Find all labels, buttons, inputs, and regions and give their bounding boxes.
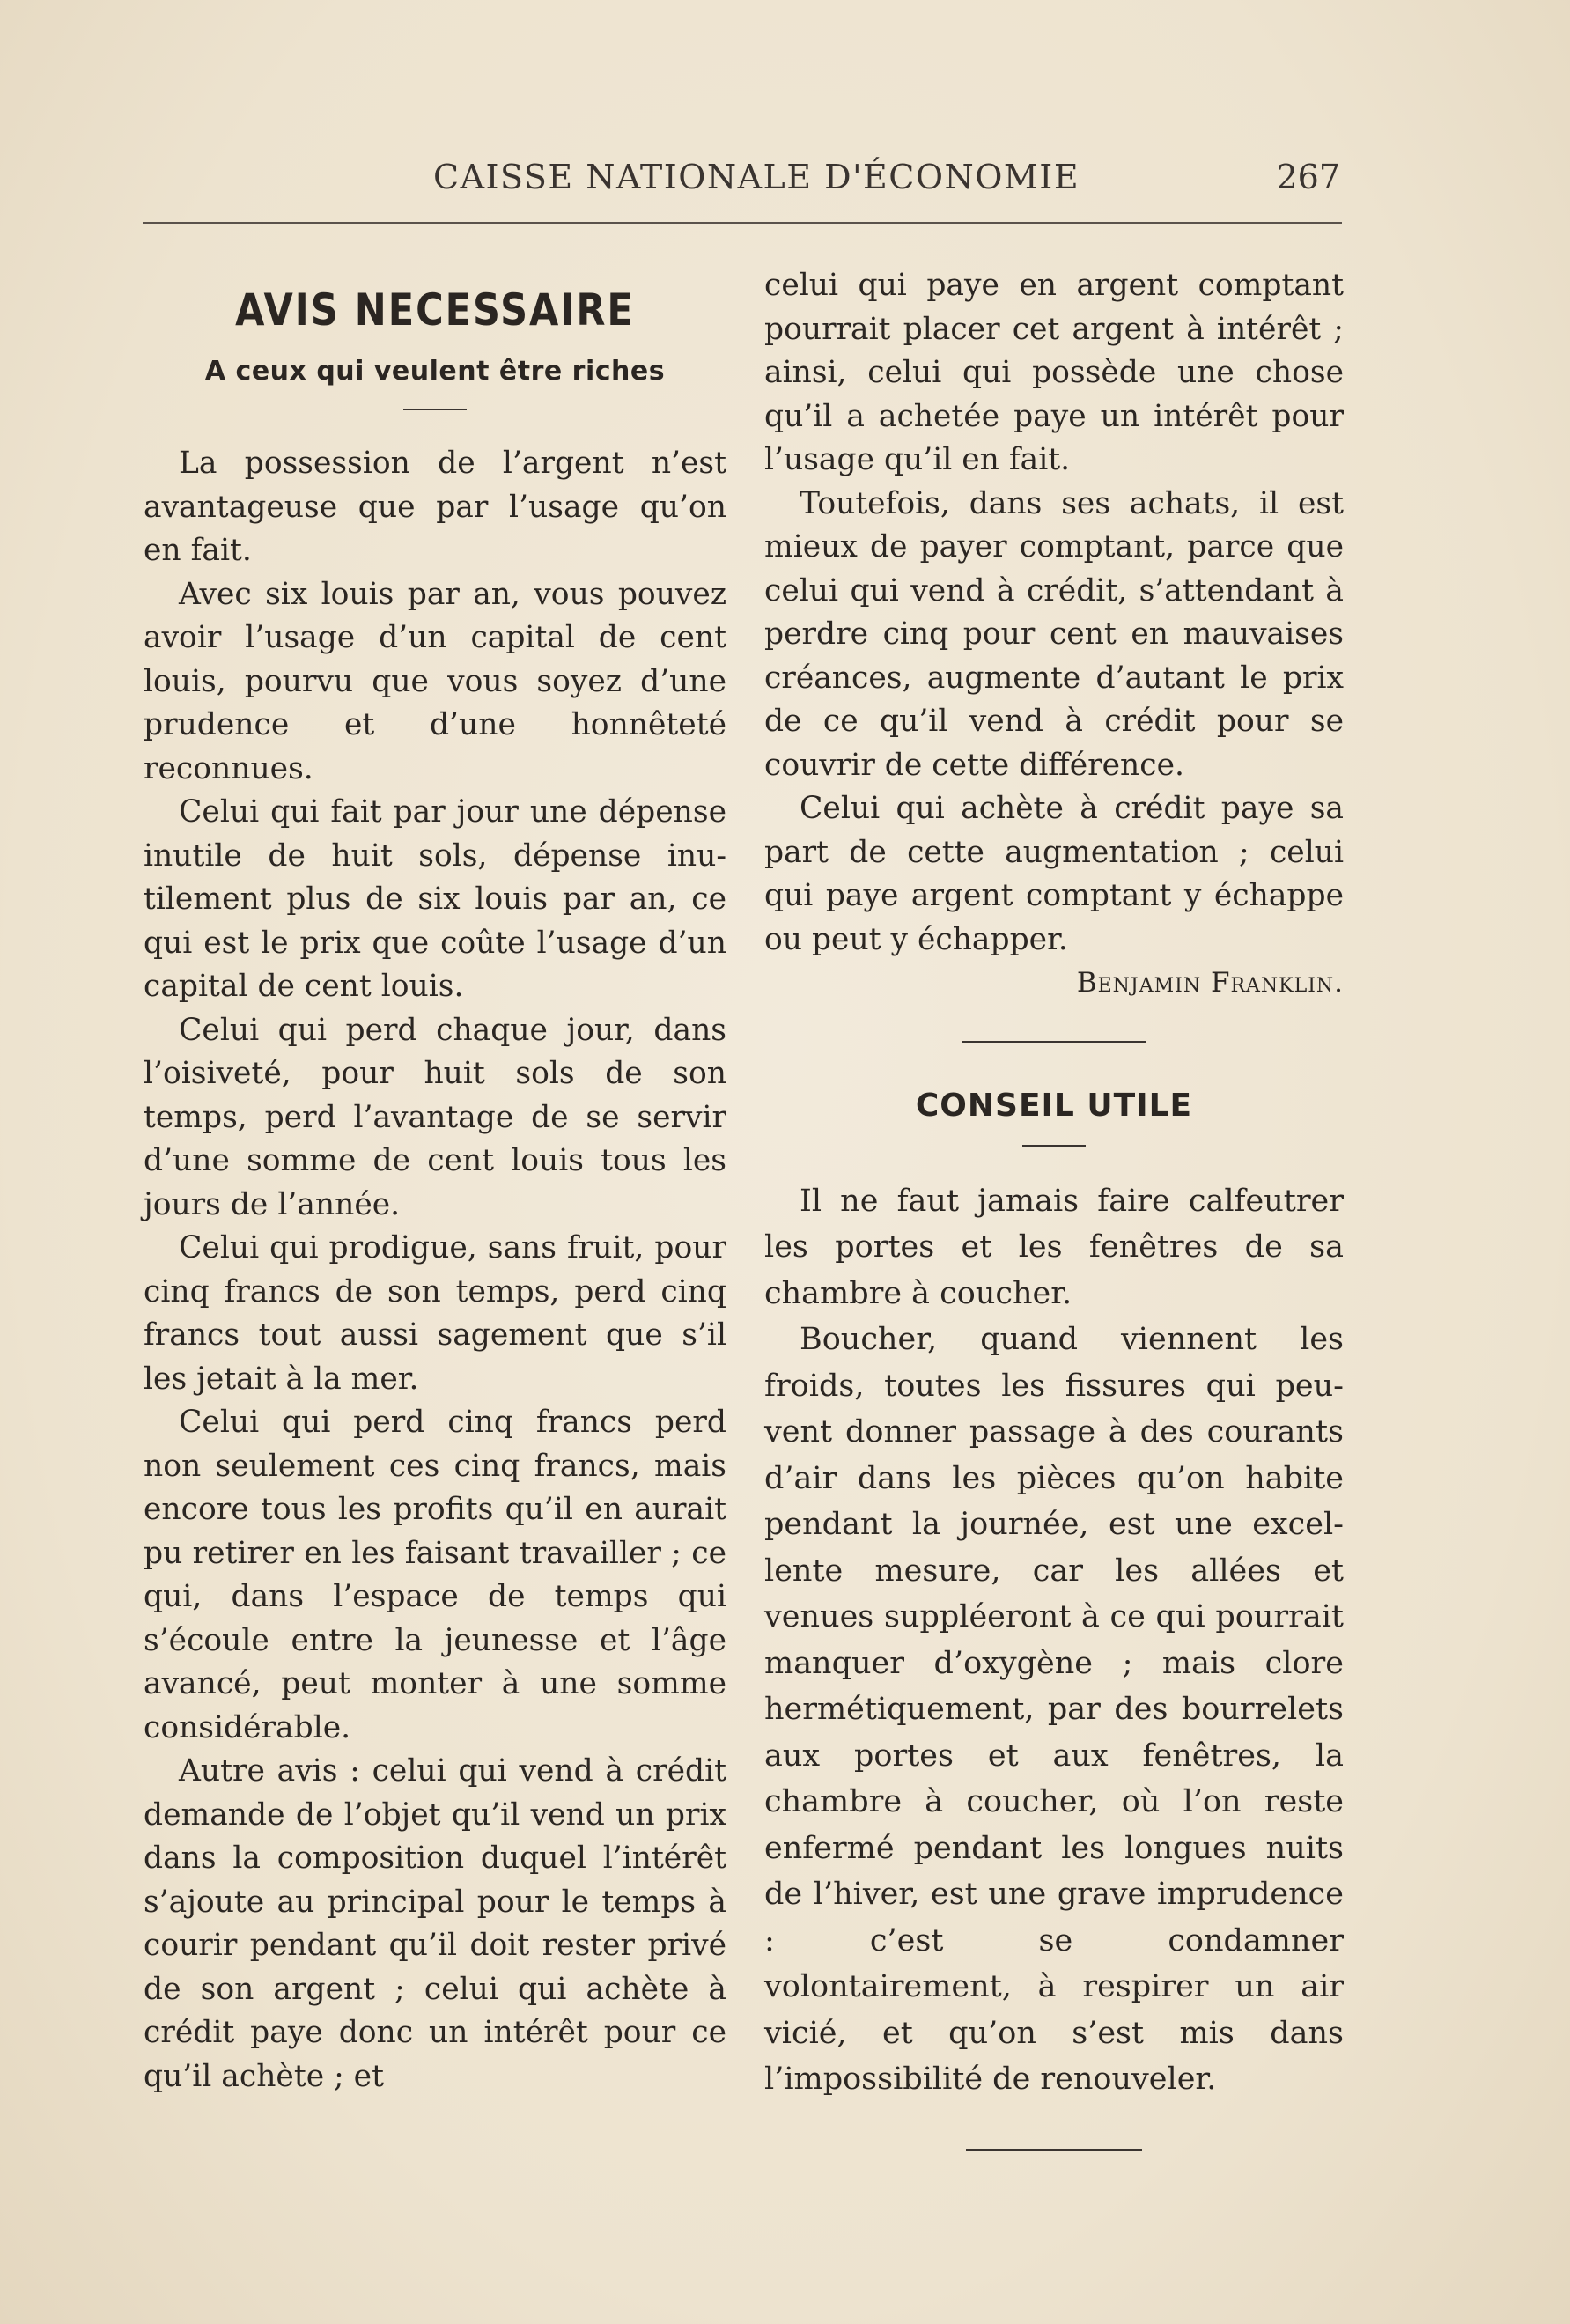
- article-subtitle: A ceux qui veulent être riches: [204, 356, 666, 387]
- paragraph: Celui qui fait par jour une dépense inutile de huit sols, dépense inutilement plus de six louis par an, ce qui est le prix que coûte l’usage d’un capital de cent louis.: [144, 794, 726, 1004]
- paragraph: Avec six louis par an, vous pouvez avoir l’usage d’un capital de cent louis, pourvu que vous soyez d’une prudence et d’une honnêteté reconnues.: [144, 576, 726, 786]
- title-divider: [403, 409, 467, 410]
- right-column: [764, 264, 1344, 2151]
- author-signature: Benjamin Franklin.: [1076, 967, 1344, 999]
- paragraph: Toutefois, dans ses achats, il est mieux de payer comptant, parce que celui qui vend à crédit, s’attendant à perdre cinq pour cent en mauvaises créances, augmente d’autant le prix de ce qu’il vend à crédit pour se couvrir de cette différence.: [764, 485, 1344, 783]
- paragraph: Boucher, quand viennent les froids, toutes les fissures qui peuvent donner passage à des courants d’air dans les pièces qu’on habite pendant la journée, est une excellente mesure, car les allées et venues suppléeront à ce qui pourrait manquer d’oxygène ; mais clore hermétiquement, par des bourrelets aux portes et aux fenêtres, la chambre à coucher, où l’on reste enfermé pendant les longues nuits de l’hiver, est une grave imprudence : c’est se condamner volontairement, à respirer un air vicié, et qu’on s’est mis dans l’impossibilité de renouveler.: [764, 1322, 1344, 2097]
- title-divider: [1022, 1145, 1086, 1147]
- running-title: CAISSE NATIONALE D'ÉCONOMIE: [433, 158, 1080, 196]
- left-column: [144, 264, 726, 2099]
- section-title: CONSEIL UTILE: [915, 1087, 1193, 1124]
- page-number: 267: [1276, 158, 1340, 196]
- end-divider: [966, 2149, 1142, 2151]
- paragraph-continuation: celui qui paye en argent comptant pourrait placer cet argent à intérêt ; ainsi, celui qui possède une chose qu’il a achetée paye un intérêt pour l’usage qu’il en fait.: [764, 268, 1344, 477]
- paragraph: Autre avis : celui qui vend à crédit demande de l’objet qu’il vend un prix dans la composition duquel l’intérêt s’ajoute au principal pour le temps à courir pendant qu’il doit rester privé de son argent ; celui qui achète à crédit paye donc un intérêt pour ce qu’il achète ; et: [144, 1753, 726, 2094]
- paragraph: Celui qui prodigue, sans fruit, pour cinq francs de son temps, perd cinq francs tout aussi sagement que s’il les jetait à la mer.: [144, 1230, 726, 1397]
- paragraph: Celui qui achète à crédit paye sa part de cette augmentation ; celui qui paye argent comptant y échappe ou peut y échapper.: [764, 791, 1344, 957]
- paragraph: Celui qui perd chaque jour, dans l’oisiveté, pour huit sols de son temps, perd l’avantage de se servir d’une somme de cent louis tous les jours de l’année.: [144, 1012, 726, 1222]
- running-head: [143, 154, 1340, 207]
- article-title: AVIS NECESSAIRE: [235, 285, 635, 336]
- section-divider: [962, 1041, 1146, 1043]
- article-conseil-utile: [764, 1085, 1344, 2151]
- paragraph: Il ne faut jamais faire calfeutrer les portes et les fenêtres de sa chambre à coucher.: [764, 1183, 1344, 1311]
- paragraph: Celui qui perd cinq francs perd non seulement ces cinq francs, mais encore tous les profits qu’il en aurait pu retirer en les faisant travailler ; ce qui, dans l’espace de temps qui s’écoule entre la jeunesse et l’âge avancé, peut monter à une somme considérable.: [144, 1405, 726, 1745]
- paragraph: La possession de l’argent n’est avantageuse que par l’usage qu’on en fait.: [144, 446, 726, 568]
- header-rule: [143, 222, 1342, 224]
